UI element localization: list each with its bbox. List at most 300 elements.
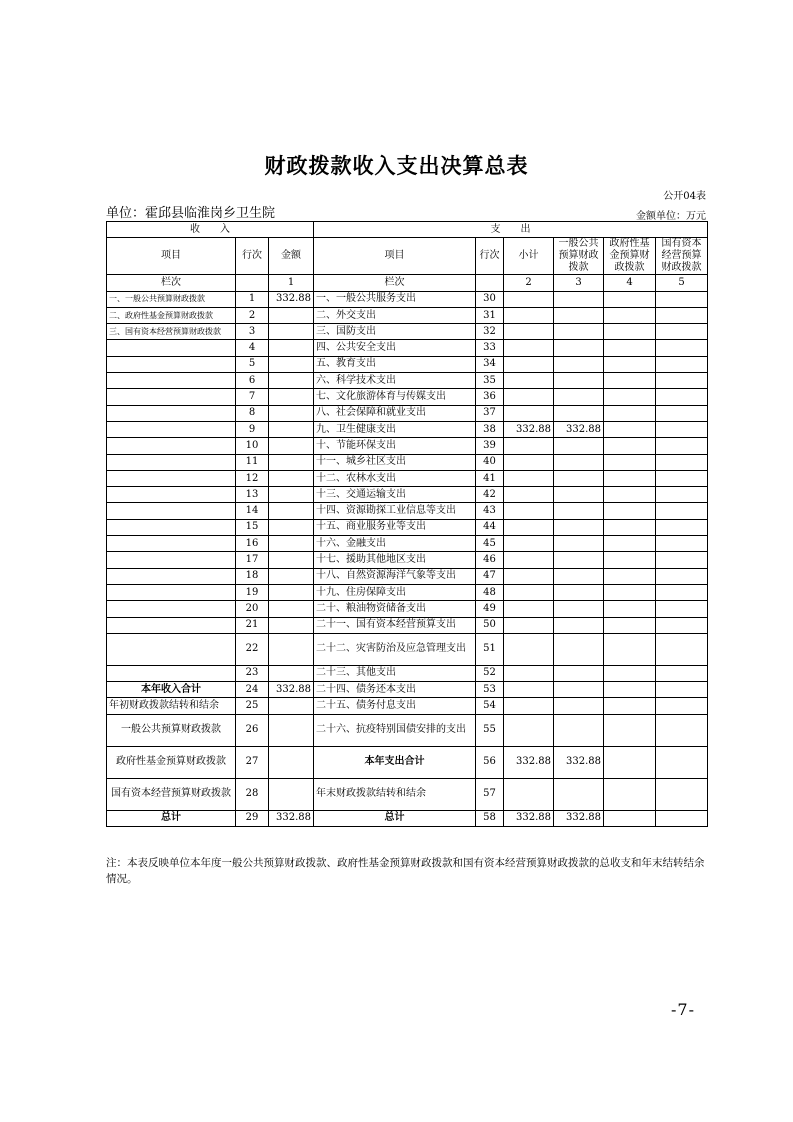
table-row bbox=[107, 307, 708, 323]
income-row-no-cell: 24 bbox=[236, 682, 269, 698]
general-budget-cell bbox=[554, 778, 604, 810]
expense-row-no-cell: 57 bbox=[476, 778, 504, 810]
table-row bbox=[107, 519, 708, 535]
income-amount-cell bbox=[269, 470, 314, 486]
expense-group-header: 支 出 bbox=[314, 222, 708, 238]
subtotal-cell bbox=[504, 373, 554, 389]
income-item-cell bbox=[107, 503, 236, 519]
expense-row-no-cell: 32 bbox=[476, 324, 504, 340]
subtotal-cell bbox=[504, 617, 554, 633]
expense-item-cell: 二十二、灾害防治及应急管理支出 bbox=[314, 633, 476, 665]
subtotal-cell bbox=[504, 307, 554, 323]
income-row-no-cell: 10 bbox=[236, 438, 269, 454]
expense-row-no-cell: 39 bbox=[476, 438, 504, 454]
gov-fund-cell bbox=[604, 503, 656, 519]
general-budget-cell bbox=[554, 454, 604, 470]
subtotal-cell bbox=[504, 584, 554, 600]
table-row bbox=[107, 665, 708, 681]
general-budget-cell bbox=[554, 617, 604, 633]
income-row-no-cell: 27 bbox=[236, 746, 269, 778]
income-amount-cell bbox=[269, 584, 314, 600]
subtotal-cell bbox=[504, 291, 554, 307]
state-capital-cell bbox=[656, 682, 708, 698]
column-index-1: 1 bbox=[269, 275, 314, 291]
expense-item-cell: 十三、交通运输支出 bbox=[314, 487, 476, 503]
expense-row-no-cell: 49 bbox=[476, 601, 504, 617]
income-item-cell bbox=[107, 373, 236, 389]
table-row bbox=[107, 340, 708, 356]
group-header-row bbox=[107, 222, 708, 238]
state-capital-cell bbox=[656, 536, 708, 552]
income-item-cell bbox=[107, 617, 236, 633]
general-budget-cell bbox=[554, 438, 604, 454]
state-capital-cell bbox=[656, 454, 708, 470]
expense-row-no-cell: 33 bbox=[476, 340, 504, 356]
gov-fund-cell bbox=[604, 340, 656, 356]
table-row bbox=[107, 568, 708, 584]
column-index-5: 5 bbox=[656, 275, 708, 291]
income-amount-cell bbox=[269, 356, 314, 372]
expense-item-cell: 本年支出合计 bbox=[314, 746, 476, 778]
income-item-cell bbox=[107, 405, 236, 421]
expense-item-cell: 五、教育支出 bbox=[314, 356, 476, 372]
expense-item-cell: 十一、城乡社区支出 bbox=[314, 454, 476, 470]
income-group-header: 收 入 bbox=[107, 222, 314, 238]
income-item-cell bbox=[107, 536, 236, 552]
general-budget-cell bbox=[554, 470, 604, 486]
gov-fund-cell bbox=[604, 665, 656, 681]
income-amount-cell bbox=[269, 698, 314, 714]
state-capital-cell bbox=[656, 746, 708, 778]
state-capital-cell bbox=[656, 438, 708, 454]
table-row bbox=[107, 778, 708, 810]
state-capital-cell bbox=[656, 487, 708, 503]
table-row bbox=[107, 698, 708, 714]
income-row-no-cell: 20 bbox=[236, 601, 269, 617]
expense-row-no-cell: 41 bbox=[476, 470, 504, 486]
table-row bbox=[107, 438, 708, 454]
income-item-cell bbox=[107, 340, 236, 356]
expense-row-no-cell: 53 bbox=[476, 682, 504, 698]
gov-fund-cell bbox=[604, 389, 656, 405]
gov-fund-cell bbox=[604, 470, 656, 486]
income-item-cell bbox=[107, 584, 236, 600]
table-row bbox=[107, 536, 708, 552]
expense-row-no-cell: 45 bbox=[476, 536, 504, 552]
table-row bbox=[107, 601, 708, 617]
state-capital-cell bbox=[656, 584, 708, 600]
income-item-cell bbox=[107, 421, 236, 437]
table-row bbox=[107, 291, 708, 307]
income-item-cell: 一般公共预算财政拨款 bbox=[107, 714, 236, 746]
general-budget-cell bbox=[554, 405, 604, 421]
gov-fund-cell bbox=[604, 568, 656, 584]
expense-row-no-cell: 34 bbox=[476, 356, 504, 372]
general-budget-cell bbox=[554, 519, 604, 535]
income-item-cell bbox=[107, 552, 236, 568]
expense-item-cell: 十八、自然资源海洋气象等支出 bbox=[314, 568, 476, 584]
income-amount-cell bbox=[269, 617, 314, 633]
general-budget-cell: 332.88 bbox=[554, 421, 604, 437]
expense-row-no-cell: 52 bbox=[476, 665, 504, 681]
general-budget-cell bbox=[554, 552, 604, 568]
income-item-cell bbox=[107, 568, 236, 584]
expense-row-no-cell: 56 bbox=[476, 746, 504, 778]
income-item-cell bbox=[107, 633, 236, 665]
expense-item-cell: 六、科学技术支出 bbox=[314, 373, 476, 389]
income-amount-cell bbox=[269, 340, 314, 356]
expense-row-no-cell: 54 bbox=[476, 698, 504, 714]
expense-row-no-cell: 35 bbox=[476, 373, 504, 389]
subtotal-cell bbox=[504, 356, 554, 372]
table-note: 注：本表反映单位本年度一般公共预算财政拨款、政府性基金预算财政拨款和国有资本经营预算财政拨款的总收支和年末结转结余情况。 bbox=[106, 857, 705, 885]
general-budget-cell: 332.88 bbox=[554, 810, 604, 826]
income-amount-cell bbox=[269, 307, 314, 323]
state-capital-cell bbox=[656, 405, 708, 421]
gov-fund-cell bbox=[604, 584, 656, 600]
income-amount-cell bbox=[269, 519, 314, 535]
table-row bbox=[107, 324, 708, 340]
subtotal-cell bbox=[504, 487, 554, 503]
gov-fund-cell bbox=[604, 810, 656, 826]
income-item-cell bbox=[107, 389, 236, 405]
state-capital-cell bbox=[656, 503, 708, 519]
expense-row-no-cell: 58 bbox=[476, 810, 504, 826]
income-amount-cell bbox=[269, 778, 314, 810]
gov-fund-cell bbox=[604, 601, 656, 617]
expense-row-no-cell: 50 bbox=[476, 617, 504, 633]
state-capital-cell bbox=[656, 356, 708, 372]
income-row-no-cell: 16 bbox=[236, 536, 269, 552]
state-capital-cell bbox=[656, 552, 708, 568]
header-item: 项目 bbox=[107, 238, 236, 275]
income-row-no-cell: 23 bbox=[236, 665, 269, 681]
expense-row-no-cell: 30 bbox=[476, 291, 504, 307]
income-item-cell: 政府性基金预算财政拨款 bbox=[107, 746, 236, 778]
gov-fund-cell bbox=[604, 405, 656, 421]
general-budget-cell bbox=[554, 698, 604, 714]
table-title: 财政拨款收入支出决算总表 bbox=[264, 153, 529, 178]
gov-fund-cell bbox=[604, 714, 656, 746]
general-budget-cell bbox=[554, 487, 604, 503]
income-item-cell bbox=[107, 438, 236, 454]
subtotal-cell bbox=[504, 778, 554, 810]
income-amount-cell bbox=[269, 454, 314, 470]
expense-item-cell: 十二、农林水支出 bbox=[314, 470, 476, 486]
subtotal-cell bbox=[504, 503, 554, 519]
gov-fund-cell bbox=[604, 536, 656, 552]
unit-name: 单位：霍邱县临淮岗乡卫生院 bbox=[106, 206, 276, 221]
column-label-left: 栏次 bbox=[107, 275, 236, 291]
expense-row-no-cell: 43 bbox=[476, 503, 504, 519]
gov-fund-cell bbox=[604, 291, 656, 307]
income-amount-cell bbox=[269, 665, 314, 681]
expense-row-no-cell: 47 bbox=[476, 568, 504, 584]
gov-fund-cell bbox=[604, 633, 656, 665]
income-row-no-cell: 6 bbox=[236, 373, 269, 389]
general-budget-cell bbox=[554, 503, 604, 519]
subtotal-cell bbox=[504, 454, 554, 470]
subtotal-cell bbox=[504, 568, 554, 584]
subtotal-cell bbox=[504, 340, 554, 356]
gov-fund-cell bbox=[604, 552, 656, 568]
header-state-capital: 国有资本经营预算财政拨款 bbox=[656, 238, 708, 275]
subtotal-cell bbox=[504, 324, 554, 340]
subtotal-cell bbox=[504, 519, 554, 535]
subtotal-cell bbox=[504, 665, 554, 681]
gov-fund-cell bbox=[604, 307, 656, 323]
income-amount-cell bbox=[269, 601, 314, 617]
income-row-no-cell: 15 bbox=[236, 519, 269, 535]
general-budget-cell bbox=[554, 714, 604, 746]
general-budget-cell bbox=[554, 633, 604, 665]
gov-fund-cell bbox=[604, 356, 656, 372]
state-capital-cell bbox=[656, 421, 708, 437]
general-budget-cell bbox=[554, 665, 604, 681]
column-header-row bbox=[107, 238, 708, 275]
income-amount-cell bbox=[269, 405, 314, 421]
state-capital-cell bbox=[656, 324, 708, 340]
income-row-no-cell: 2 bbox=[236, 307, 269, 323]
expense-row-no-cell: 36 bbox=[476, 389, 504, 405]
income-row-no-cell: 22 bbox=[236, 633, 269, 665]
subtotal-cell bbox=[504, 389, 554, 405]
general-budget-cell bbox=[554, 536, 604, 552]
table-row bbox=[107, 373, 708, 389]
expense-item-cell: 总计 bbox=[314, 810, 476, 826]
expense-row-no-cell: 38 bbox=[476, 421, 504, 437]
column-index-2: 2 bbox=[504, 275, 554, 291]
income-row-no-cell: 17 bbox=[236, 552, 269, 568]
expense-row-no-cell: 42 bbox=[476, 487, 504, 503]
general-budget-cell bbox=[554, 356, 604, 372]
header-subtotal: 小计 bbox=[504, 238, 554, 275]
state-capital-cell bbox=[656, 810, 708, 826]
general-budget-cell bbox=[554, 568, 604, 584]
expense-item-cell: 四、公共安全支出 bbox=[314, 340, 476, 356]
state-capital-cell bbox=[656, 698, 708, 714]
income-amount-cell bbox=[269, 714, 314, 746]
income-amount-cell bbox=[269, 373, 314, 389]
header-amount: 金额 bbox=[269, 238, 314, 275]
income-amount-cell bbox=[269, 503, 314, 519]
gov-fund-cell bbox=[604, 617, 656, 633]
income-row-no-cell: 12 bbox=[236, 470, 269, 486]
expense-item-cell: 十四、资源勘探工业信息等支出 bbox=[314, 503, 476, 519]
table-row bbox=[107, 584, 708, 600]
state-capital-cell bbox=[656, 307, 708, 323]
expense-item-cell: 十六、金融支出 bbox=[314, 536, 476, 552]
empty-cell bbox=[236, 275, 269, 291]
gov-fund-cell bbox=[604, 421, 656, 437]
income-row-no-cell: 28 bbox=[236, 778, 269, 810]
table-row bbox=[107, 714, 708, 746]
income-row-no-cell: 7 bbox=[236, 389, 269, 405]
income-row-no-cell: 26 bbox=[236, 714, 269, 746]
general-budget-cell bbox=[554, 307, 604, 323]
subtotal-cell bbox=[504, 682, 554, 698]
income-item-cell bbox=[107, 470, 236, 486]
income-item-cell bbox=[107, 519, 236, 535]
subtotal-cell: 332.88 bbox=[504, 421, 554, 437]
state-capital-cell bbox=[656, 389, 708, 405]
expense-row-no-cell: 48 bbox=[476, 584, 504, 600]
expense-item-cell: 二十三、其他支出 bbox=[314, 665, 476, 681]
expense-row-no-cell: 55 bbox=[476, 714, 504, 746]
expense-item-cell: 二、外交支出 bbox=[314, 307, 476, 323]
expense-item-cell: 七、文化旅游体育与传媒支出 bbox=[314, 389, 476, 405]
table-row bbox=[107, 617, 708, 633]
income-row-no-cell: 11 bbox=[236, 454, 269, 470]
expense-row-no-cell: 31 bbox=[476, 307, 504, 323]
income-amount-cell bbox=[269, 568, 314, 584]
expense-row-no-cell: 51 bbox=[476, 633, 504, 665]
income-amount-cell: 332.88 bbox=[269, 682, 314, 698]
income-item-cell bbox=[107, 601, 236, 617]
table-row bbox=[107, 633, 708, 665]
state-capital-cell bbox=[656, 778, 708, 810]
subtotal-cell bbox=[504, 698, 554, 714]
header-row-no: 行次 bbox=[236, 238, 269, 275]
page-number: -7- bbox=[671, 1000, 695, 1019]
income-amount-cell bbox=[269, 389, 314, 405]
gov-fund-cell bbox=[604, 778, 656, 810]
expense-row-no-cell: 37 bbox=[476, 405, 504, 421]
expense-item-cell: 八、社会保障和就业支出 bbox=[314, 405, 476, 421]
table-row bbox=[107, 356, 708, 372]
state-capital-cell bbox=[656, 633, 708, 665]
general-budget-cell bbox=[554, 324, 604, 340]
expense-item-cell: 十、节能环保支出 bbox=[314, 438, 476, 454]
income-item-cell bbox=[107, 487, 236, 503]
income-item-cell: 国有资本经营预算财政拨款 bbox=[107, 778, 236, 810]
state-capital-cell bbox=[656, 373, 708, 389]
income-amount-cell bbox=[269, 324, 314, 340]
state-capital-cell bbox=[656, 470, 708, 486]
gov-fund-cell bbox=[604, 519, 656, 535]
income-row-no-cell: 14 bbox=[236, 503, 269, 519]
gov-fund-cell bbox=[604, 454, 656, 470]
money-unit: 金额单位：万元 bbox=[636, 211, 706, 222]
state-capital-cell bbox=[656, 568, 708, 584]
income-item-cell: 二、政府性基金预算财政拨款 bbox=[107, 307, 236, 323]
gov-fund-cell bbox=[604, 487, 656, 503]
subtotal-cell bbox=[504, 633, 554, 665]
column-index-3: 3 bbox=[554, 275, 604, 291]
expense-item-cell: 二十一、国有资本经营预算支出 bbox=[314, 617, 476, 633]
header-row-no-2: 行次 bbox=[476, 238, 504, 275]
income-amount-cell bbox=[269, 487, 314, 503]
income-amount-cell bbox=[269, 746, 314, 778]
gov-fund-cell bbox=[604, 438, 656, 454]
subtotal-cell bbox=[504, 470, 554, 486]
gov-fund-cell bbox=[604, 373, 656, 389]
income-amount-cell bbox=[269, 536, 314, 552]
income-amount-cell: 332.88 bbox=[269, 291, 314, 307]
income-row-no-cell: 4 bbox=[236, 340, 269, 356]
table-row bbox=[107, 389, 708, 405]
table-row bbox=[107, 405, 708, 421]
empty-cell bbox=[476, 275, 504, 291]
form-number: 公开04表 bbox=[663, 191, 706, 202]
subtotal-cell bbox=[504, 714, 554, 746]
income-row-no-cell: 1 bbox=[236, 291, 269, 307]
subtotal-cell: 332.88 bbox=[504, 746, 554, 778]
state-capital-cell bbox=[656, 714, 708, 746]
state-capital-cell bbox=[656, 665, 708, 681]
subtotal-cell: 332.88 bbox=[504, 810, 554, 826]
column-index-row bbox=[107, 275, 708, 291]
income-row-no-cell: 25 bbox=[236, 698, 269, 714]
income-item-cell: 一、一般公共预算财政拨款 bbox=[107, 291, 236, 307]
income-item-cell bbox=[107, 665, 236, 681]
general-budget-cell: 332.88 bbox=[554, 746, 604, 778]
income-item-cell bbox=[107, 454, 236, 470]
income-amount-cell bbox=[269, 552, 314, 568]
table-row bbox=[107, 487, 708, 503]
subtotal-cell bbox=[504, 536, 554, 552]
column-index-4: 4 bbox=[604, 275, 656, 291]
fiscal-table bbox=[106, 221, 708, 827]
header-gov-fund: 政府性基金预算财政拨款 bbox=[604, 238, 656, 275]
gov-fund-cell bbox=[604, 698, 656, 714]
general-budget-cell bbox=[554, 584, 604, 600]
expense-item-cell: 二十四、债务还本支出 bbox=[314, 682, 476, 698]
income-amount-cell bbox=[269, 438, 314, 454]
subtotal-cell bbox=[504, 601, 554, 617]
general-budget-cell bbox=[554, 682, 604, 698]
table-row bbox=[107, 810, 708, 826]
state-capital-cell bbox=[656, 617, 708, 633]
subtotal-cell bbox=[504, 552, 554, 568]
income-row-no-cell: 18 bbox=[236, 568, 269, 584]
general-budget-cell bbox=[554, 340, 604, 356]
expense-item-cell: 二十五、债务付息支出 bbox=[314, 698, 476, 714]
table-row bbox=[107, 682, 708, 698]
income-row-no-cell: 8 bbox=[236, 405, 269, 421]
income-row-no-cell: 21 bbox=[236, 617, 269, 633]
expense-item-cell: 十七、援助其他地区支出 bbox=[314, 552, 476, 568]
expense-item-cell: 十九、住房保障支出 bbox=[314, 584, 476, 600]
income-item-cell: 三、国有资本经营预算财政拨款 bbox=[107, 324, 236, 340]
table-row bbox=[107, 454, 708, 470]
gov-fund-cell bbox=[604, 682, 656, 698]
income-item-cell: 本年收入合计 bbox=[107, 682, 236, 698]
income-amount-cell bbox=[269, 633, 314, 665]
income-item-cell bbox=[107, 356, 236, 372]
income-item-cell: 总计 bbox=[107, 810, 236, 826]
gov-fund-cell bbox=[604, 746, 656, 778]
state-capital-cell bbox=[656, 519, 708, 535]
general-budget-cell bbox=[554, 601, 604, 617]
table-row bbox=[107, 421, 708, 437]
gov-fund-cell bbox=[604, 324, 656, 340]
expense-row-no-cell: 46 bbox=[476, 552, 504, 568]
income-row-no-cell: 29 bbox=[236, 810, 269, 826]
subtotal-cell bbox=[504, 405, 554, 421]
table-row bbox=[107, 746, 708, 778]
expense-item-cell: 二十六、抗疫特别国债安排的支出 bbox=[314, 714, 476, 746]
income-row-no-cell: 19 bbox=[236, 584, 269, 600]
general-budget-cell bbox=[554, 291, 604, 307]
header-general-budget: 一般公共预算财政拨款 bbox=[554, 238, 604, 275]
state-capital-cell bbox=[656, 340, 708, 356]
column-label-right: 栏次 bbox=[314, 275, 476, 291]
state-capital-cell bbox=[656, 601, 708, 617]
income-amount-cell bbox=[269, 421, 314, 437]
header-item-2: 项目 bbox=[314, 238, 476, 275]
table-row bbox=[107, 503, 708, 519]
